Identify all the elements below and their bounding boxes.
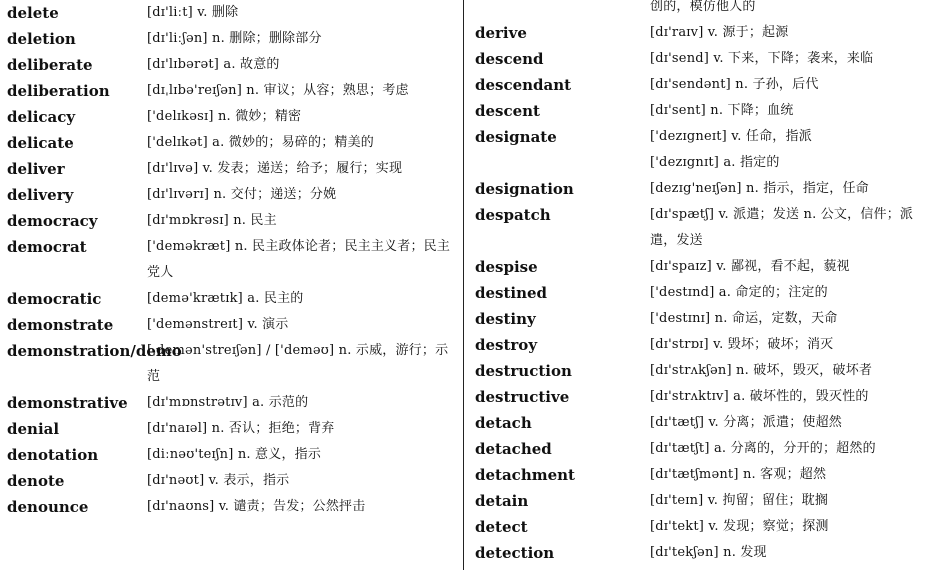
definition: [dɪ'spætʃ] v. 派遣；发送 n. 公文，信件；派遣，发送: [650, 207, 914, 248]
dictionary-entry: [0, 442, 462, 468]
headword: deliberation: [7, 82, 110, 100]
dictionary-entry: [0, 182, 462, 208]
dictionary-entry: [0, 208, 462, 234]
definition: ['dezɪgneɪt] v. 任命，指派: [650, 129, 812, 144]
definition: [diːnəʊ'teɪʃn] n. 意义，指示: [147, 447, 322, 462]
definition: ['dezɪgnɪt] a. 指定的: [650, 155, 780, 170]
definition: [dɪ'liːt] v. 删除: [147, 5, 239, 20]
definition: [dɪ'naɪəl] n. 否认；拒绝；背弃: [147, 421, 335, 436]
definition: [dezɪg'neɪʃən] n. 指示，指定，任命: [650, 181, 869, 196]
dictionary-entry: [470, 306, 944, 332]
definition: [ˌdemən'streɪʃən] / ['deməʊ] n. 示威，游行；示范: [147, 343, 449, 384]
headword: detain: [475, 492, 529, 510]
headword: demonstrative: [7, 394, 128, 412]
definition: ['deməkræt] n. 民主政体论者；民主主义者；民主党人: [147, 239, 451, 280]
headword: despise: [475, 258, 538, 276]
headword: demonstrate: [7, 316, 114, 334]
definition: [dɪ'mɒnstrətɪv] a. 示范的: [147, 395, 309, 410]
headword: deliver: [7, 160, 65, 178]
definition: [dɪ'tekʃən] n. 发现: [650, 545, 767, 560]
headword: despatch: [475, 206, 551, 224]
definition: [dɪ'spaɪz] v. 鄙视，看不起，藐视: [650, 259, 850, 274]
headword: denote: [7, 472, 65, 490]
headword: detached: [475, 440, 552, 458]
definition: [dɪ'mɒkrəsɪ] n. 民主: [147, 213, 277, 228]
headword: descend: [475, 50, 544, 68]
column-divider: [463, 0, 464, 570]
headword: detection: [475, 544, 555, 562]
dictionary-entry: [470, 280, 944, 306]
definition: [dɪ'strɒɪ] v. 毁坏；破坏；消灭: [650, 337, 834, 352]
dictionary-entry: [470, 488, 944, 514]
definition: [dɪ'strʌkʃən] n. 破坏，毁灭，破坏者: [650, 363, 873, 378]
definition: 创的，模仿他人的: [650, 0, 756, 14]
dictionary-entry: [0, 104, 462, 130]
dictionary-entry: [470, 150, 944, 176]
dictionary-entry: [0, 312, 462, 338]
definition: [dɪ'tætʃ] v. 分离；派遣；使超然: [650, 415, 842, 430]
definition: [dɪ'sendənt] n. 子孙，后代: [650, 77, 819, 92]
headword: delicacy: [7, 108, 76, 126]
dictionary-entry: [470, 514, 944, 540]
headword: deliberate: [7, 56, 93, 74]
dictionary-entry: [0, 130, 462, 156]
dictionary-entry: [0, 52, 462, 78]
dictionary-entry: [0, 78, 462, 104]
definition: [dɪˌlɪbə'reɪʃən] n. 审议；从容；熟思；考虑: [147, 83, 409, 98]
left-column: [0, 0, 462, 520]
dictionary-entry: [0, 0, 462, 26]
dictionary-entry: [470, 124, 944, 150]
dictionary-entry: [470, 0, 944, 20]
headword: demonstration/demo: [7, 342, 182, 360]
dictionary-entry: [0, 390, 462, 416]
dictionary-entry: [470, 254, 944, 280]
headword: democracy: [7, 212, 98, 230]
headword: delivery: [7, 186, 74, 204]
dictionary-entry: [470, 202, 944, 254]
headword: deletion: [7, 30, 76, 48]
definition: [dɪ'lɪvərɪ] n. 交付；递送；分娩: [147, 187, 337, 202]
definition: [dɪ'tekt] v. 发现；察觉；探测: [650, 519, 829, 534]
headword: detach: [475, 414, 532, 432]
headword: descendant: [475, 76, 572, 94]
dictionary-entry: [470, 384, 944, 410]
dictionary-entry: [0, 416, 462, 442]
definition: ['delɪkəsɪ] n. 微妙；精密: [147, 109, 302, 124]
definition: [dɪ'strʌktɪv] a. 破坏性的，毁灭性的: [650, 389, 869, 404]
definition: [dɪ'lɪvə] v. 发表；递送；给予；履行；实现: [147, 161, 403, 176]
headword: destroy: [475, 336, 538, 354]
headword: detachment: [475, 466, 575, 484]
definition: [dɪ'nəʊt] v. 表示，指示: [147, 473, 290, 488]
dictionary-entry: [470, 46, 944, 72]
definition: [dɪ'lɪbərət] a. 故意的: [147, 57, 280, 72]
headword: denounce: [7, 498, 89, 516]
dictionary-entry: [470, 20, 944, 46]
definition: ['delɪkət] a. 微妙的；易碎的；精美的: [147, 135, 374, 150]
definition: ['demənstreɪt] v. 演示: [147, 317, 289, 332]
headword: descent: [475, 102, 540, 120]
headword: designate: [475, 128, 557, 146]
dictionary-entry: [0, 26, 462, 52]
definition: [dɪ'teɪn] v. 拘留；留住；耽搁: [650, 493, 829, 508]
definition: [dɪ'send] v. 下来，下降；袭来，来临: [650, 51, 874, 66]
dictionary-entry: [470, 98, 944, 124]
definition: ['destɪnd] a. 命定的；注定的: [650, 285, 828, 300]
headword: denotation: [7, 446, 99, 464]
dictionary-entry: [470, 72, 944, 98]
dictionary-entry: [470, 176, 944, 202]
headword: destiny: [475, 310, 536, 328]
headword: derive: [475, 24, 527, 42]
dictionary-entry: [470, 436, 944, 462]
dictionary-entry: [470, 410, 944, 436]
dictionary-entry: [0, 286, 462, 312]
definition: [dɪ'naʊns] v. 谴责；告发；公然抨击: [147, 499, 366, 514]
definition: [dɪ'raɪv] v. 源于；起源: [650, 25, 789, 40]
dictionary-entry: [0, 156, 462, 182]
definition: [dɪ'sent] n. 下降；血统: [650, 103, 794, 118]
dictionary-entry: [470, 462, 944, 488]
dictionary-entry: [470, 540, 944, 566]
headword: delete: [7, 4, 59, 22]
dictionary-entry: [470, 358, 944, 384]
dictionary-entry: [0, 338, 462, 390]
headword: democrat: [7, 238, 87, 256]
definition: [demə'krætɪk] a. 民主的: [147, 291, 304, 306]
dictionary-entry: [470, 332, 944, 358]
headword: democratic: [7, 290, 102, 308]
right-column: [470, 0, 944, 566]
headword: delicate: [7, 134, 74, 152]
definition: [dɪ'tætʃmənt] n. 客观；超然: [650, 467, 827, 482]
definition: ['destɪnɪ] n. 命运，定数，天命: [650, 311, 838, 326]
definition: [dɪ'tætʃt] a. 分离的，分开的；超然的: [650, 441, 876, 456]
dictionary-entry: [0, 468, 462, 494]
headword: destruction: [475, 362, 572, 380]
headword: destined: [475, 284, 548, 302]
headword: detect: [475, 518, 528, 536]
dictionary-entry: [0, 494, 462, 520]
headword: destructive: [475, 388, 570, 406]
definition: [dɪ'liːʃən] n. 删除；删除部分: [147, 31, 322, 46]
headword: designation: [475, 180, 574, 198]
dictionary-entry: [0, 234, 462, 286]
headword: denial: [7, 420, 60, 438]
